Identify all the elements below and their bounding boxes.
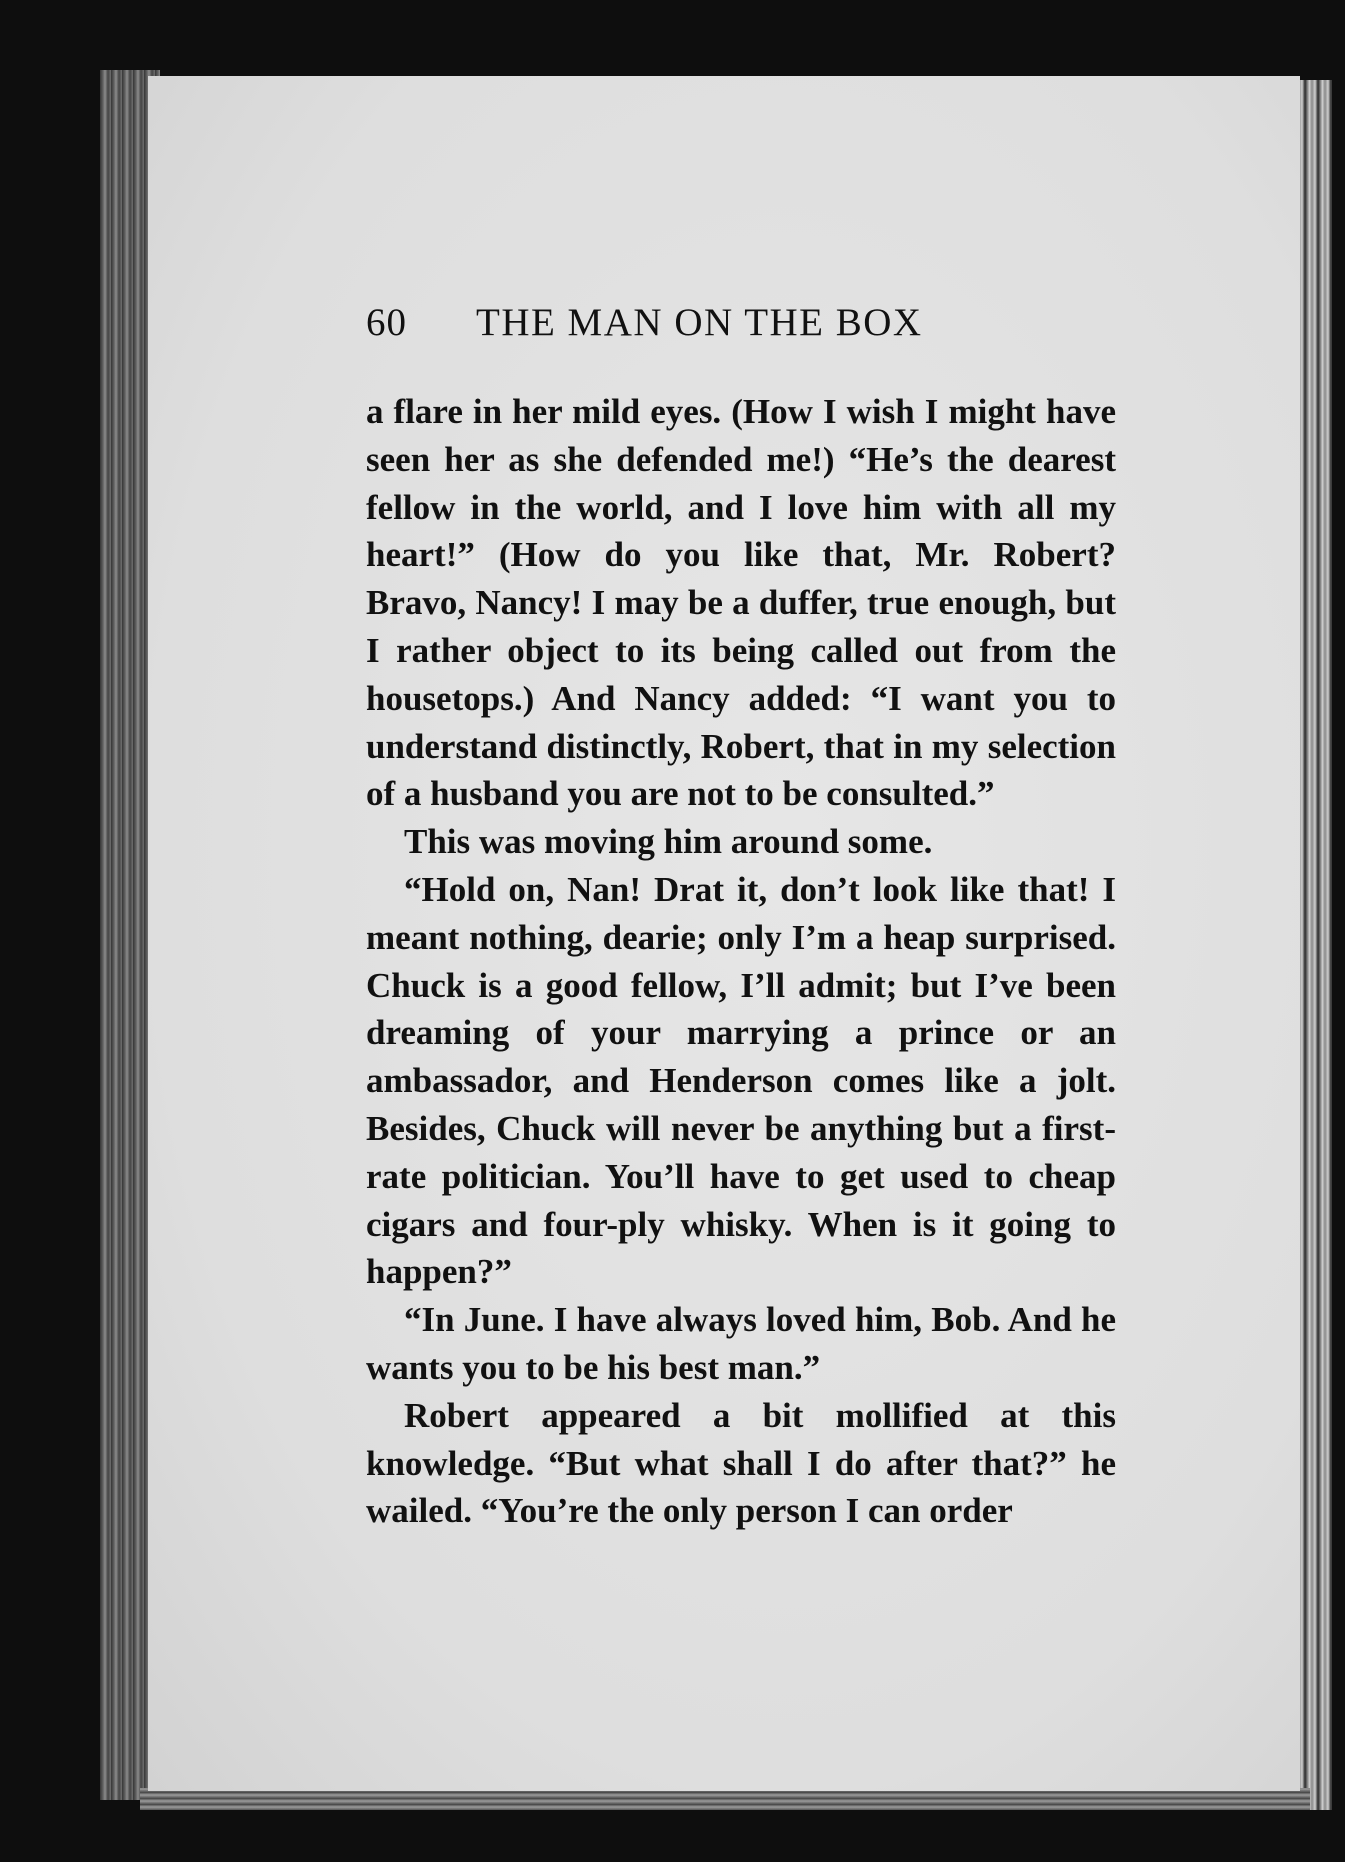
paragraph: “In June. I have always loved him, Bob. And he wants you to be his best man.” [366,1300,1116,1387]
page-edges-bottom [140,1788,1310,1810]
page-number: 60 [366,301,407,344]
page-header [366,300,1116,360]
page-edges-right [1296,80,1332,1810]
page-text-block [366,300,1116,1535]
paragraph: This was moving him around some. [404,822,933,862]
paragraph: Robert appeared a bit mollified at this knowledge. “But what shall I do after that?” he wailed. “You’re the only person I can order [366,1395,1116,1531]
paragraph: “Hold on, Nan! Drat it, don’t look like that! I meant nothing, dearie; only I’m a heap surprised. Chuck is a good fellow, I’ll admit; but I’ve been dreaming of your marrying a prince or an ambassador, and Henderson comes like a jolt. Besides, Chuck will never be anything but a first-rate politician. You’ll have to get used to cheap cigars and four-ply whisky. When is it going to happen?” [366,869,1116,1292]
running-title: THE MAN ON THE BOX [476,301,923,344]
paragraph-continued: a flare in her mild eyes. (How I wish I might have seen her as she defended me!) “He’s the dearest fellow in the world, and I love him with all my heart!” (How do you like that, Mr. Robert? Bravo, Nancy! I may be a duffer, true enough, but I rather object to its being called out from the housetops.) And Nancy added: “I want you to understand distinctly, Robert, that in my selection of a husband you are not to be consulted.” [366,392,1116,814]
